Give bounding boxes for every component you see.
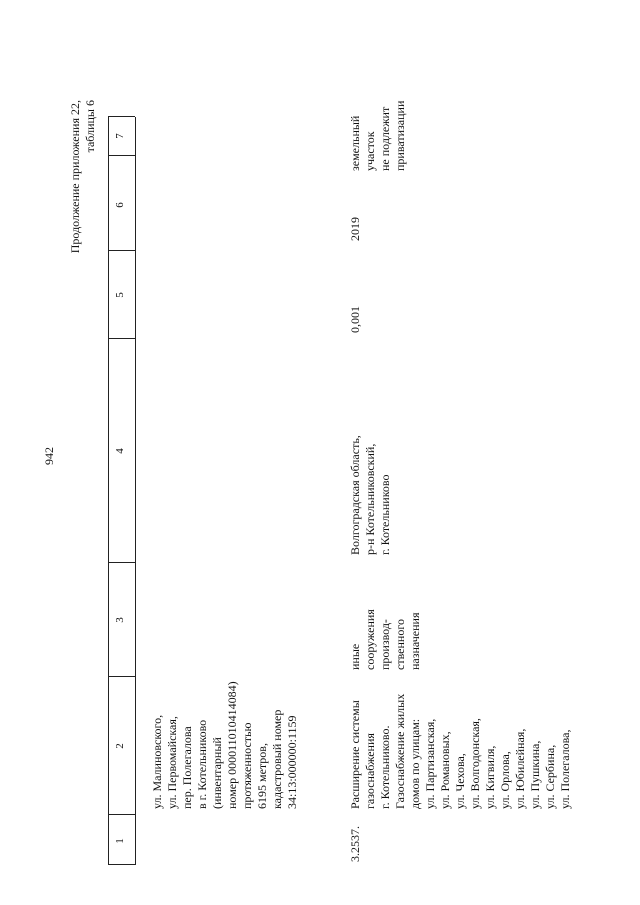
row-address (348, 435, 393, 555)
text-line: производ- (378, 619, 392, 670)
text-line: Газоснабжение жилых (393, 693, 407, 809)
text-line: ул. Кигвиля, (483, 745, 497, 809)
text-line: ул. Юбилейная, (513, 728, 527, 809)
table-top-rule (108, 117, 109, 865)
text-line: ул. Волгодонская, (468, 718, 482, 809)
text-line: сооружения (363, 609, 377, 670)
text-line: ул. Сербина, (543, 744, 557, 809)
page-number: 942 (42, 447, 56, 465)
text-line: 34:13:000000:1159 (285, 715, 299, 809)
column-divider (108, 864, 135, 865)
text-line: Волгоградская область, (348, 435, 362, 555)
text-line: пер. Полегалова (180, 726, 194, 809)
text-line: номер 000011010414084) (225, 681, 239, 809)
column-divider (108, 814, 135, 815)
column-divider (108, 676, 135, 677)
text-line: протяженностью (240, 722, 254, 809)
text-line: 6195 метров, (255, 743, 269, 809)
column-divider (108, 116, 135, 117)
text-line: г. Котельниково. (378, 725, 392, 809)
text-line: ственного (393, 619, 407, 670)
text-line: земельный (348, 115, 362, 171)
column-divider (108, 338, 135, 339)
row-year: 2019 (348, 217, 362, 241)
text-line: Расширение системы (348, 700, 362, 809)
text-line: ул. Пушкина, (528, 740, 542, 809)
row-description (348, 694, 573, 809)
row-value: 0,001 (348, 306, 362, 333)
text-line: г. Котельниково (378, 474, 392, 555)
text-line: приватизации (393, 100, 407, 171)
text-line: (инвентарный (210, 737, 224, 809)
text-line: не подлежит (378, 106, 392, 171)
header-col-7: 7 (114, 133, 126, 139)
header-col-5: 5 (114, 292, 126, 298)
table-caption (68, 100, 98, 253)
column-divider (108, 562, 135, 563)
header-col-2: 2 (114, 743, 126, 749)
row-object-type (348, 609, 423, 670)
text-line: ул. Полегалова, (558, 729, 572, 809)
text-line: ул. Чехова, (453, 753, 467, 809)
table-header-rule (135, 117, 136, 865)
text-line: иные (348, 643, 362, 670)
row-privatization-note (348, 101, 408, 171)
text-line: ул. Романовых, (438, 731, 452, 809)
continued-row-description (150, 681, 300, 809)
text-line: участок (363, 131, 377, 171)
header-col-6: 6 (114, 202, 126, 208)
header-col-1: 1 (114, 838, 126, 844)
text-line: ул. Первомайская, (165, 716, 179, 809)
text-line: газоснабжения (363, 733, 377, 809)
text-line: кадастровый номер (270, 709, 284, 809)
text-line: ул. Малиновского, (150, 714, 164, 809)
column-divider (108, 155, 135, 156)
header-col-3: 3 (114, 617, 126, 623)
text-line: домов по улицам: (408, 718, 422, 809)
column-divider (108, 250, 135, 251)
caption-line-2: таблицы 6 (83, 100, 97, 153)
text-line: назначения (408, 612, 422, 670)
caption-line-1: Продолжение приложения 22, (68, 100, 82, 254)
header-col-4: 4 (114, 448, 126, 454)
text-line: р-н Котельниковский, (363, 443, 377, 555)
text-line: ул. Орлова, (498, 751, 512, 809)
row-number: 3.2537. (348, 826, 362, 862)
text-line: ул. Партизанская, (423, 718, 437, 809)
text-line: в г. Котельниково (195, 719, 209, 809)
